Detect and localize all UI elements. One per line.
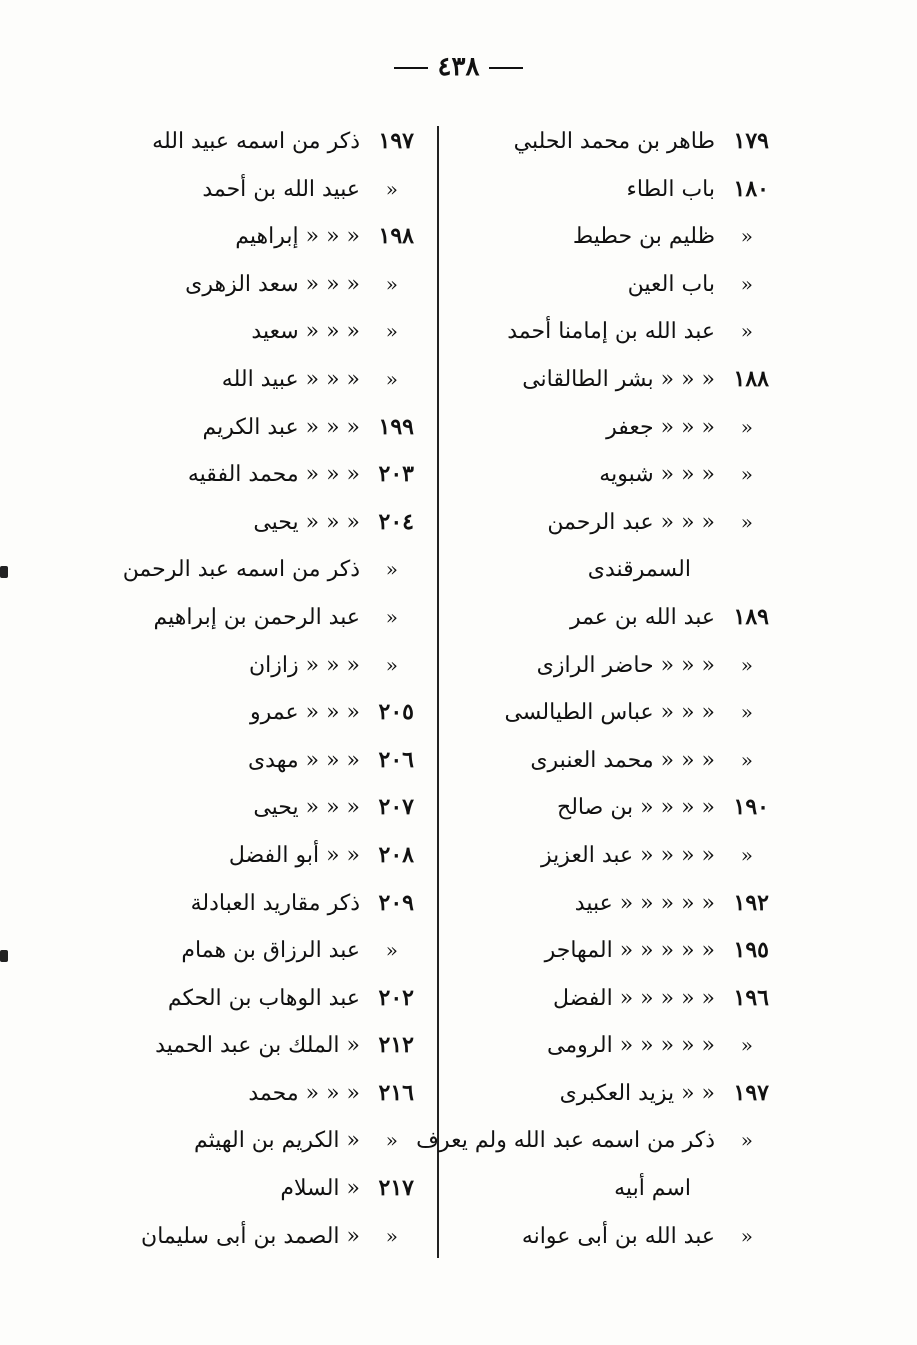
ditto-mark: « — [385, 176, 398, 201]
entry-page-number: ١٩٠ — [733, 794, 769, 821]
index-entry — [120, 451, 420, 499]
entry-page-number: ٢٠٢ — [378, 984, 414, 1011]
index-entry — [120, 1070, 420, 1118]
entry-name: « الملك بن عبد الحميد — [155, 1033, 360, 1059]
index-entry — [120, 594, 420, 642]
entry-name: « « « شبويه — [599, 462, 715, 488]
ditto-mark: « — [740, 414, 753, 439]
index-entry — [445, 784, 775, 832]
index-entry — [120, 689, 420, 737]
entry-name: « السلام — [280, 1176, 360, 1202]
index-entry — [445, 166, 775, 214]
entry-page-number: ١٩٦ — [733, 984, 769, 1011]
index-entry — [120, 308, 420, 356]
index-entry — [445, 689, 775, 737]
ditto-mark: « — [740, 1223, 753, 1248]
index-entry — [120, 356, 420, 404]
header-dash-right — [489, 67, 523, 69]
entry-name: « « « سعد الزهرى — [185, 271, 360, 297]
index-entry — [120, 642, 420, 690]
index-entry — [120, 1117, 420, 1165]
ditto-mark: « — [740, 842, 753, 867]
entry-name: « « « يحيى — [253, 795, 360, 821]
index-entry — [120, 1213, 420, 1261]
index-entry — [445, 118, 775, 166]
page-number-header — [0, 52, 917, 82]
entry-page-number: ٢٠٤ — [378, 508, 414, 535]
ditto-mark: « — [740, 652, 753, 677]
entry-page-number: ٢٠٨ — [378, 841, 414, 868]
ditto-mark: « — [385, 652, 398, 677]
entry-name: « الكريم بن الهيثم — [193, 1128, 360, 1154]
entry-name: عبد الرزاق بن همام — [181, 938, 360, 964]
entry-page-number: ٢٠٧ — [378, 794, 414, 821]
entry-page-number: ٢١٦ — [378, 1079, 414, 1106]
index-entry — [120, 213, 420, 261]
index-entry — [445, 213, 775, 261]
index-entry — [445, 308, 775, 356]
index-entry — [445, 404, 775, 452]
index-entry — [445, 1070, 775, 1118]
entry-name: « « « « « المهاجر — [544, 938, 715, 964]
entry-name: السمرقندى — [587, 557, 691, 583]
index-entry — [120, 261, 420, 309]
ditto-mark: « — [740, 1033, 753, 1058]
entry-name: باب الطاء — [626, 176, 715, 202]
ditto-mark: « — [740, 462, 753, 487]
ditto-mark: « — [740, 224, 753, 249]
index-entry — [120, 404, 420, 452]
entry-name: « « « زازان — [249, 652, 360, 678]
index-entry — [120, 546, 420, 594]
index-entry — [445, 499, 775, 547]
edge-mark — [0, 950, 8, 962]
entry-name: باب العين — [627, 271, 715, 297]
entry-name: « « « حاضر الرازى — [536, 652, 715, 678]
ditto-mark: « — [385, 557, 398, 582]
entry-page-number: ٢١٧ — [378, 1175, 414, 1202]
entry-name: « « يزيد العكبرى — [559, 1080, 715, 1106]
index-entry — [120, 832, 420, 880]
entry-name: « « « محمد — [248, 1080, 360, 1106]
entry-name: « « « إبراهيم — [235, 224, 360, 250]
entry-name: « « « محمد الفقيه — [187, 462, 360, 488]
entry-page-number: ١٩٨ — [378, 223, 414, 250]
index-entry — [445, 546, 775, 594]
entry-name: « « أبو الفضل — [228, 842, 360, 868]
entry-name: عبد الله بن عمر — [569, 604, 715, 630]
index-entry — [120, 166, 420, 214]
ditto-mark: « — [385, 366, 398, 391]
entry-name: ذكر من اسمه عبد الله ولم يعرف — [416, 1128, 715, 1154]
entry-page-number: ٢٠٣ — [378, 461, 414, 488]
left-column — [120, 118, 420, 1260]
header-dash-left — [394, 67, 428, 69]
ditto-mark: « — [740, 271, 753, 296]
column-divider — [437, 126, 439, 1258]
entry-name: طاهر بن محمد الحلبي — [513, 129, 715, 154]
index-entry — [445, 261, 775, 309]
ditto-mark: « — [740, 319, 753, 344]
index-entry — [416, 1117, 775, 1165]
entry-name: « « « « « عبيد — [574, 890, 715, 916]
entry-name: « الصمد بن أبى سليمان — [141, 1223, 360, 1249]
index-entry — [445, 880, 775, 928]
entry-name: « « « بشر الطالقانى — [522, 366, 715, 392]
index-entry — [120, 880, 420, 928]
entry-page-number: ١٩٧ — [378, 128, 414, 154]
edge-mark — [0, 566, 8, 578]
ditto-mark: « — [740, 747, 753, 772]
entry-page-number: ١٧٩ — [733, 128, 769, 154]
page-number: ٤٣٨ — [437, 52, 480, 82]
index-entry — [120, 927, 420, 975]
index-entry — [445, 832, 775, 880]
entry-name: عبيد الله بن أحمد — [202, 176, 360, 202]
entry-page-number: ١٩٢ — [733, 889, 769, 916]
index-entry — [445, 1022, 775, 1070]
entry-page-number: ١٨٩ — [733, 603, 769, 630]
ditto-mark: « — [385, 271, 398, 296]
index-entry — [445, 927, 775, 975]
ditto-mark: « — [740, 700, 753, 725]
entry-name: « « « « بن صالح — [557, 795, 715, 821]
entry-name: « « « عباس الطيالسى — [504, 700, 715, 726]
index-entry — [120, 784, 420, 832]
ditto-mark: « — [385, 1223, 398, 1248]
entry-name: « « « مهدى — [247, 747, 360, 773]
index-entry — [120, 1165, 420, 1213]
entry-name: « « « محمد العنبرى — [530, 747, 715, 773]
index-entry — [445, 356, 775, 404]
index-entry — [120, 737, 420, 785]
entry-name: « « « عبد الكريم — [202, 414, 360, 440]
right-column — [416, 118, 775, 1260]
index-entry — [120, 1022, 420, 1070]
index-entry — [445, 1165, 775, 1213]
entry-name: « « « جعفر — [606, 414, 715, 440]
ditto-mark: « — [740, 1128, 753, 1153]
index-entry — [120, 499, 420, 547]
index-entry — [445, 975, 775, 1023]
entry-name: عبد الرحمن بن إبراهيم — [153, 604, 360, 630]
index-entry — [445, 737, 775, 785]
entry-name: « « « « عبد العزيز — [541, 842, 715, 868]
entry-name: عبد الله بن أبى عوانه — [521, 1223, 715, 1249]
index-entry — [445, 642, 775, 690]
entry-page-number: ١٩٥ — [733, 937, 769, 964]
entry-page-number: ١٨٠ — [733, 175, 769, 202]
entry-name: ذكر من اسمه عبد الرحمن — [122, 557, 360, 583]
entry-name: « « « عبيد الله — [221, 366, 360, 392]
entry-page-number: ٢١٢ — [378, 1032, 414, 1059]
ditto-mark: « — [385, 938, 398, 963]
entry-page-number: ٢٠٦ — [378, 746, 414, 773]
entry-page-number: ١٩٩ — [378, 413, 414, 440]
entry-name: « « « « « الفضل — [553, 985, 715, 1011]
entry-name: ظليم بن حطيط — [572, 224, 715, 250]
entry-name: « « « « « الرومى — [547, 1033, 715, 1059]
index-entry — [445, 1213, 775, 1261]
entry-name: « « « عمرو — [250, 700, 360, 726]
ditto-mark: « — [385, 319, 398, 344]
entry-name: عبد الوهاب بن الحكم — [167, 985, 360, 1011]
entry-name: اسم أبيه — [614, 1176, 691, 1202]
entry-name: ذكر من اسمه عبيد الله — [152, 129, 360, 154]
entry-name: « « « يحيى — [253, 509, 360, 535]
entry-page-number: ٢٠٩ — [378, 889, 414, 916]
entry-name: « « « سعيد — [251, 319, 360, 345]
index-entry — [120, 975, 420, 1023]
entry-name: ذكر مقاريد العبادلة — [190, 890, 360, 916]
entry-page-number: ١٨٨ — [733, 365, 769, 392]
index-entry — [445, 594, 775, 642]
ditto-mark: « — [385, 1128, 398, 1153]
entry-page-number: ١٩٧ — [733, 1079, 769, 1106]
ditto-mark: « — [740, 509, 753, 534]
entry-page-number: ٢٠٥ — [378, 699, 414, 726]
entry-name: « « « عبد الرحمن — [547, 509, 715, 535]
index-entry — [120, 118, 420, 166]
index-entry — [445, 451, 775, 499]
ditto-mark: « — [385, 604, 398, 629]
entry-name: عبد الله بن إمامنا أحمد — [507, 319, 715, 345]
